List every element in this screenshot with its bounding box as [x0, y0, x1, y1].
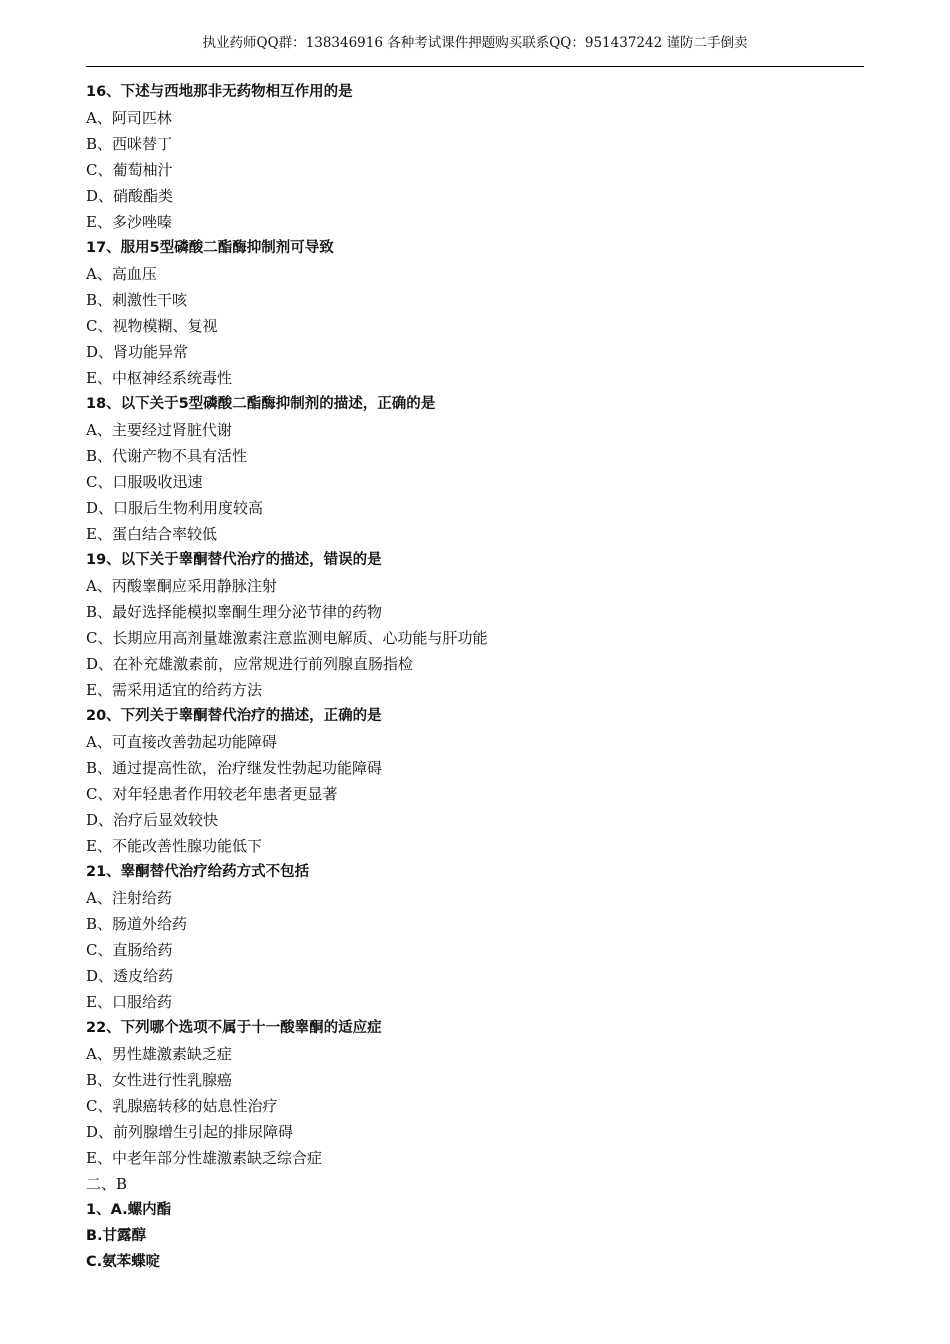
- option-text: E、需采用适宜的给药方法: [86, 681, 262, 699]
- option-text: B、刺激性干咳: [86, 291, 188, 309]
- option-text: A、丙酸睾酮应采用静脉注射: [86, 577, 277, 595]
- option-text: C、直肠给药: [86, 941, 173, 959]
- question-text: B.甘露醇: [86, 1228, 147, 1244]
- option-text: C、视物模糊、复视: [86, 317, 218, 335]
- page-header: 执业药师QQ群：138346916 各种考试课件押题购买联系QQ：951437242 谨防二手倒卖: [202, 35, 748, 51]
- option-text: D、治疗后显效较快: [86, 811, 219, 829]
- option-text: D、前列腺增生引起的排尿障碍: [86, 1123, 294, 1141]
- option-text: C、葡萄柚汁: [86, 161, 173, 179]
- option-text: 二、B: [86, 1175, 128, 1193]
- option-text: B、西咪替丁: [86, 135, 173, 153]
- document-body: [86, 79, 864, 1275]
- option-text: E、中老年部分性雄激素缺乏综合症: [86, 1149, 322, 1167]
- question-text: C.氨苯蝶啶: [86, 1254, 161, 1270]
- option-text: C、对年轻患者作用较老年患者更显著: [86, 785, 338, 803]
- option-text: E、口服给药: [86, 993, 172, 1011]
- question-text: 16、下述与西地那非无药物相互作用的是: [86, 84, 353, 100]
- option-text: D、透皮给药: [86, 967, 174, 985]
- option-text: C、长期应用高剂量雄激素注意监测电解质、心功能与肝功能: [86, 629, 488, 647]
- question-text: 21、睾酮替代治疗给药方式不包括: [86, 864, 310, 880]
- option-text: B、代谢产物不具有活性: [86, 447, 248, 465]
- option-text: E、蛋白结合率较低: [86, 525, 217, 543]
- option-text: D、在补充雄激素前，应常规进行前列腺直肠指检: [86, 655, 414, 673]
- header-divider: [86, 66, 864, 67]
- option-text: D、肾功能异常: [86, 343, 189, 361]
- option-text: A、阿司匹林: [86, 109, 172, 127]
- option-text: B、通过提高性欲，治疗继发性勃起功能障碍: [86, 759, 383, 777]
- option-text: E、多沙唑嗪: [86, 213, 172, 231]
- question-text: 22、下列哪个选项不属于十一酸睾酮的适应症: [86, 1020, 382, 1036]
- option-text: A、主要经过肾脏代谢: [86, 421, 232, 439]
- question-text: 19、以下关于睾酮替代治疗的描述，错误的是: [86, 552, 382, 568]
- question-text: 18、以下关于5型磷酸二酯酶抑制剂的描述，正确的是: [86, 396, 436, 412]
- option-text: D、口服后生物利用度较高: [86, 499, 264, 517]
- option-text: B、肠道外给药: [86, 915, 188, 933]
- option-text: E、中枢神经系统毒性: [86, 369, 232, 387]
- option-text: A、注射给药: [86, 889, 172, 907]
- option-text: A、男性雄激素缺乏症: [86, 1045, 232, 1063]
- option-text: A、可直接改善勃起功能障碍: [86, 733, 277, 751]
- option-text: B、女性进行性乳腺癌: [86, 1071, 233, 1089]
- option-text: C、口服吸收迅速: [86, 473, 203, 491]
- option-text: B、最好选择能模拟睾酮生理分泌节律的药物: [86, 603, 383, 621]
- question-text: 17、服用5型磷酸二酯酶抑制剂可导致: [86, 240, 334, 256]
- option-text: C、乳腺癌转移的姑息性治疗: [86, 1097, 278, 1115]
- option-text: D、硝酸酯类: [86, 187, 174, 205]
- question-text: 1、A.螺内酯: [86, 1202, 172, 1218]
- option-text: A、高血压: [86, 265, 157, 283]
- option-text: E、不能改善性腺功能低下: [86, 837, 262, 855]
- question-text: 20、下列关于睾酮替代治疗的描述，正确的是: [86, 708, 382, 724]
